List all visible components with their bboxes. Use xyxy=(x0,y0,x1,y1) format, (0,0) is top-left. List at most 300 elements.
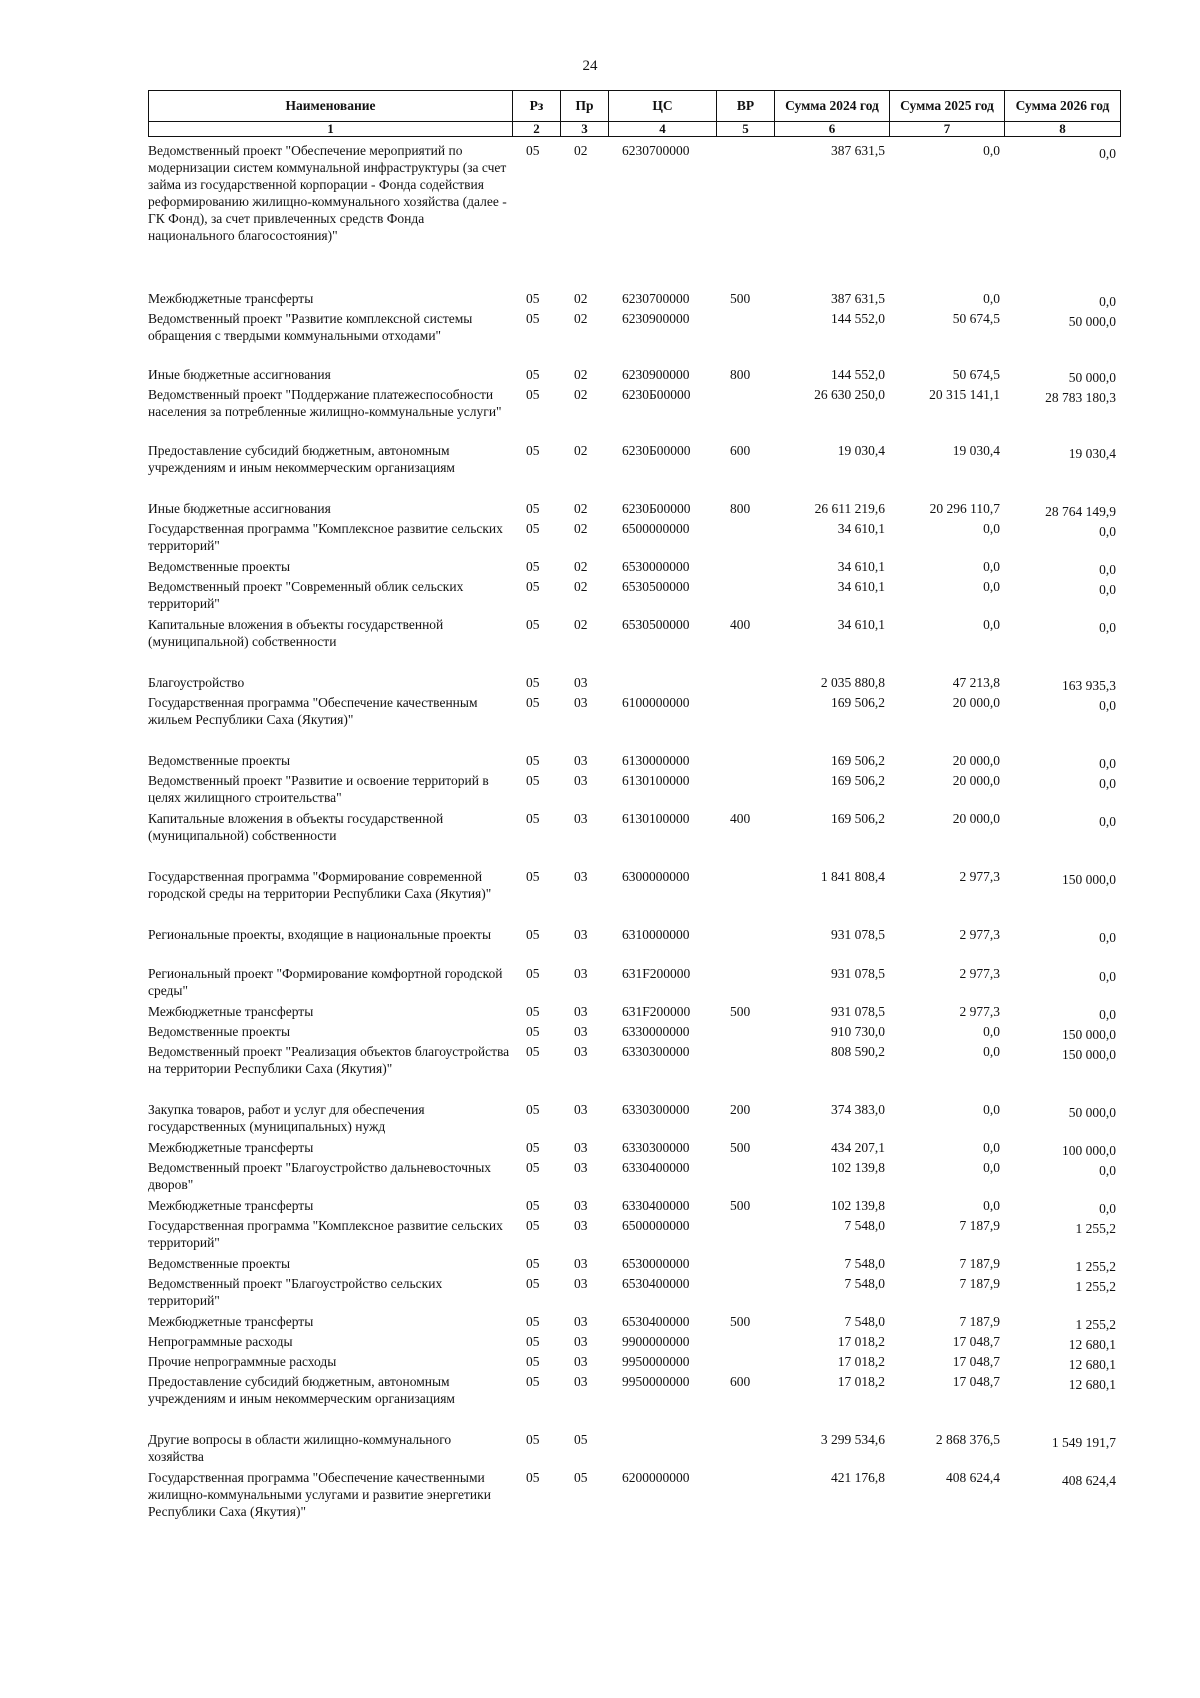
cell-name: Иные бюджетные ассигнования xyxy=(148,367,331,382)
cell-sum-2024: 1 841 808,4 xyxy=(820,869,885,884)
table-row xyxy=(148,810,1120,868)
column-number: 3 xyxy=(561,122,609,137)
cell-sum-2025: 2 868 376,5 xyxy=(935,1432,1000,1447)
column-number: 6 xyxy=(775,122,890,137)
header-pr: Пр xyxy=(561,91,609,122)
cell-sum-2026: 0,0 xyxy=(1099,294,1116,309)
cell-vr xyxy=(716,868,774,926)
cell-name: Иные бюджетные ассигнования xyxy=(148,501,331,516)
cell-sum-2025: 17 048,7 xyxy=(952,1354,1000,1369)
cell-name: Государственная программа "Формирование современной городской среды на территории Республики Саха (Якутия)" xyxy=(148,869,492,901)
cell-rz: 05 xyxy=(526,1218,540,1233)
cell-sum-2026: 0,0 xyxy=(1099,562,1116,577)
cell-rz: 05 xyxy=(526,1044,540,1059)
cell-sum-2024: 34 610,1 xyxy=(837,521,885,536)
cell-cs: 6500000000 xyxy=(622,521,690,536)
cell-cs xyxy=(608,1431,716,1469)
cell-vr xyxy=(716,1353,774,1373)
cell-cs: 6330300000 xyxy=(622,1044,690,1059)
cell-vr: 500 xyxy=(730,291,751,306)
cell-cs: 9900000000 xyxy=(622,1334,690,1349)
table-row xyxy=(148,1469,1120,1527)
cell-sum-2026: 50 000,0 xyxy=(1068,370,1116,385)
cell-vr: 800 xyxy=(730,367,751,382)
header-vr: ВР xyxy=(717,91,775,122)
table-row xyxy=(148,1023,1120,1043)
cell-rz: 05 xyxy=(526,1276,540,1291)
cell-sum-2026: 12 680,1 xyxy=(1068,1337,1116,1352)
cell-pr: 02 xyxy=(574,579,588,594)
header-cs: ЦС xyxy=(609,91,717,122)
cell-rz: 05 xyxy=(526,753,540,768)
header-sum-2025: Сумма 2025 год xyxy=(890,91,1005,122)
cell-sum-2026: 28 783 180,3 xyxy=(1045,390,1116,405)
cell-sum-2025: 20 000,0 xyxy=(952,695,1000,710)
cell-sum-2026: 1 255,2 xyxy=(1075,1279,1116,1294)
cell-sum-2026: 0,0 xyxy=(1099,814,1116,829)
cell-sum-2026: 0,0 xyxy=(1099,756,1116,771)
table-row xyxy=(148,1353,1120,1373)
cell-rz: 05 xyxy=(526,966,540,981)
cell-cs: 6230700000 xyxy=(622,291,690,306)
cell-cs: 9950000000 xyxy=(622,1354,690,1369)
cell-sum-2024: 144 552,0 xyxy=(831,311,885,326)
cell-cs: 6330000000 xyxy=(622,1024,690,1039)
cell-sum-2024: 17 018,2 xyxy=(837,1354,885,1369)
cell-pr: 03 xyxy=(574,1198,588,1213)
cell-sum-2024: 387 631,5 xyxy=(831,291,885,306)
cell-sum-2024: 169 506,2 xyxy=(831,753,885,768)
cell-sum-2024: 434 207,1 xyxy=(831,1140,885,1155)
cell-cs: 6230900000 xyxy=(622,367,690,382)
table-row xyxy=(148,578,1120,616)
cell-sum-2026: 0,0 xyxy=(1099,930,1116,945)
cell-rz: 05 xyxy=(526,143,540,158)
cell-cs: 6330300000 xyxy=(622,1102,690,1117)
cell-vr xyxy=(716,694,774,752)
cell-sum-2024: 102 139,8 xyxy=(831,1198,885,1213)
cell-sum-2025: 2 977,3 xyxy=(959,1004,1000,1019)
cell-vr: 200 xyxy=(730,1102,751,1117)
cell-name: Государственная программа "Комплексное развитие сельских территорий" xyxy=(148,1218,503,1250)
cell-sum-2025: 0,0 xyxy=(983,617,1000,632)
cell-vr: 400 xyxy=(730,811,751,826)
cell-sum-2025: 0,0 xyxy=(983,1044,1000,1059)
cell-sum-2025: 0,0 xyxy=(983,1024,1000,1039)
cell-sum-2025: 20 000,0 xyxy=(952,753,1000,768)
cell-name: Государственная программа "Обеспечение качественными жилищно-коммунальными услугами и развитие энергетики Республики Саха (Якутия)" xyxy=(148,1470,491,1519)
cell-rz: 05 xyxy=(526,1198,540,1213)
table-row xyxy=(148,366,1120,386)
cell-rz: 05 xyxy=(526,1140,540,1155)
cell-cs: 6330300000 xyxy=(622,1140,690,1155)
cell-rz: 05 xyxy=(526,367,540,382)
table-row xyxy=(148,1101,1120,1139)
cell-cs: 6330400000 xyxy=(622,1160,690,1175)
table-row xyxy=(148,142,1120,290)
header-name: Наименование xyxy=(149,91,513,122)
table-row xyxy=(148,1313,1120,1333)
cell-vr xyxy=(716,1431,774,1469)
cell-pr: 02 xyxy=(574,501,588,516)
table-row xyxy=(148,674,1120,694)
cell-sum-2026: 0,0 xyxy=(1099,1163,1116,1178)
cell-sum-2026: 12 680,1 xyxy=(1068,1357,1116,1372)
cell-sum-2025: 408 624,4 xyxy=(946,1470,1000,1485)
table-row xyxy=(148,772,1120,810)
cell-vr: 800 xyxy=(730,501,751,516)
cell-name: Государственная программа "Комплексное развитие сельских территорий" xyxy=(148,521,503,553)
cell-vr xyxy=(716,1255,774,1275)
cell-sum-2025: 0,0 xyxy=(983,1102,1000,1117)
cell-sum-2025: 2 977,3 xyxy=(959,869,1000,884)
cell-rz: 05 xyxy=(526,1024,540,1039)
cell-cs: 6330400000 xyxy=(622,1198,690,1213)
cell-sum-2026: 0,0 xyxy=(1099,524,1116,539)
cell-pr: 03 xyxy=(574,753,588,768)
cell-sum-2024: 17 018,2 xyxy=(837,1374,885,1389)
table-row xyxy=(148,926,1120,965)
cell-sum-2026: 150 000,0 xyxy=(1062,1027,1116,1042)
cell-sum-2024: 34 610,1 xyxy=(837,579,885,594)
cell-vr xyxy=(716,1469,774,1527)
cell-pr: 05 xyxy=(574,1432,588,1447)
cell-sum-2024: 3 299 534,6 xyxy=(820,1432,885,1447)
column-number: 7 xyxy=(890,122,1005,137)
cell-name: Другие вопросы в области жилищно-коммунального хозяйства xyxy=(148,1432,452,1464)
cell-vr: 600 xyxy=(730,443,751,458)
header-sum-2026: Сумма 2026 год xyxy=(1005,91,1121,122)
cell-sum-2026: 12 680,1 xyxy=(1068,1377,1116,1392)
cell-name: Предоставление субсидий бюджетным, автономным учреждениям и иным некоммерческим организациям xyxy=(148,443,455,475)
cell-vr xyxy=(716,772,774,810)
cell-name: Ведомственный проект "Благоустройство дальневосточных дворов" xyxy=(148,1160,492,1192)
cell-rz: 05 xyxy=(526,1160,540,1175)
cell-rz: 05 xyxy=(526,675,540,690)
table-row xyxy=(148,558,1120,578)
table-header xyxy=(148,90,1121,137)
cell-sum-2026: 0,0 xyxy=(1099,776,1116,791)
table-row xyxy=(148,290,1120,310)
cell-sum-2025: 20 000,0 xyxy=(952,811,1000,826)
cell-sum-2025: 20 000,0 xyxy=(952,773,1000,788)
table-row xyxy=(148,868,1120,926)
column-number: 4 xyxy=(609,122,717,137)
table-row xyxy=(148,1431,1120,1469)
cell-sum-2025: 2 977,3 xyxy=(959,966,1000,981)
cell-name: Ведомственные проекты xyxy=(148,1256,291,1271)
cell-vr xyxy=(716,558,774,578)
cell-sum-2025: 7 187,9 xyxy=(959,1256,1000,1271)
cell-cs: 6130100000 xyxy=(622,811,690,826)
cell-name: Непрограммные расходы xyxy=(148,1334,293,1349)
cell-sum-2024: 2 035 880,8 xyxy=(820,675,885,690)
cell-vr xyxy=(716,1333,774,1353)
cell-sum-2024: 421 176,8 xyxy=(831,1470,885,1485)
cell-sum-2026: 150 000,0 xyxy=(1062,872,1116,887)
cell-vr xyxy=(716,520,774,558)
cell-cs: 6530000000 xyxy=(622,1256,690,1271)
cell-name: Ведомственный проект "Современный облик сельских территорий" xyxy=(148,579,464,611)
cell-rz: 05 xyxy=(526,1314,540,1329)
cell-sum-2025: 7 187,9 xyxy=(959,1276,1000,1291)
cell-vr xyxy=(716,310,774,366)
column-number: 5 xyxy=(717,122,775,137)
table-row xyxy=(148,1159,1120,1197)
cell-rz: 05 xyxy=(526,1256,540,1271)
cell-cs: 6530500000 xyxy=(622,617,690,632)
cell-pr: 05 xyxy=(574,1470,588,1485)
cell-cs: 6200000000 xyxy=(622,1470,690,1485)
cell-rz: 05 xyxy=(526,1354,540,1369)
cell-name: Капитальные вложения в объекты государственной (муниципальной) собственности xyxy=(148,811,444,843)
cell-sum-2024: 910 730,0 xyxy=(831,1024,885,1039)
cell-cs: 6230900000 xyxy=(622,311,690,326)
cell-sum-2025: 0,0 xyxy=(983,1198,1000,1213)
cell-sum-2026: 0,0 xyxy=(1099,620,1116,635)
cell-name: Межбюджетные трансферты xyxy=(148,1198,314,1213)
cell-vr: 400 xyxy=(730,617,751,632)
cell-rz: 05 xyxy=(526,1004,540,1019)
table-row xyxy=(148,1139,1120,1159)
table-body xyxy=(148,142,1120,1527)
table-row xyxy=(148,1373,1120,1431)
cell-cs: 6230Б00000 xyxy=(622,443,691,458)
cell-rz: 05 xyxy=(526,927,540,942)
table-row xyxy=(148,1217,1120,1255)
cell-name: Ведомственные проекты xyxy=(148,559,291,574)
cell-sum-2026: 408 624,4 xyxy=(1062,1473,1116,1488)
cell-rz: 05 xyxy=(526,869,540,884)
cell-sum-2025: 20 315 141,1 xyxy=(929,387,1000,402)
cell-sum-2026: 1 549 191,7 xyxy=(1051,1435,1116,1450)
cell-name: Региональный проект "Формирование комфортной городской среды" xyxy=(148,966,503,998)
cell-sum-2025: 7 187,9 xyxy=(959,1314,1000,1329)
cell-sum-2025: 0,0 xyxy=(983,291,1000,306)
cell-rz: 05 xyxy=(526,773,540,788)
cell-name: Межбюджетные трансферты xyxy=(148,1140,314,1155)
cell-name: Капитальные вложения в объекты государственной (муниципальной) собственности xyxy=(148,617,444,649)
cell-sum-2024: 7 548,0 xyxy=(844,1314,885,1329)
table-row xyxy=(148,386,1120,442)
cell-pr: 02 xyxy=(574,559,588,574)
table-row xyxy=(148,442,1120,500)
table-row xyxy=(148,616,1120,674)
cell-pr: 03 xyxy=(574,869,588,884)
page-number: 24 xyxy=(582,58,598,74)
cell-cs: 631F200000 xyxy=(622,966,691,981)
cell-sum-2026: 19 030,4 xyxy=(1068,446,1116,461)
cell-vr xyxy=(716,386,774,442)
cell-cs: 6230Б00000 xyxy=(622,387,691,402)
cell-vr xyxy=(716,142,774,290)
cell-sum-2024: 17 018,2 xyxy=(837,1334,885,1349)
cell-rz: 05 xyxy=(526,387,540,402)
cell-name: Предоставление субсидий бюджетным, автономным учреждениям и иным некоммерческим организациям xyxy=(148,1374,455,1406)
table-row xyxy=(148,520,1120,558)
cell-sum-2026: 1 255,2 xyxy=(1075,1221,1116,1236)
cell-pr: 03 xyxy=(574,1374,588,1389)
cell-pr: 03 xyxy=(574,1354,588,1369)
cell-rz: 05 xyxy=(526,1432,540,1447)
cell-sum-2025: 17 048,7 xyxy=(952,1334,1000,1349)
cell-sum-2026: 0,0 xyxy=(1099,969,1116,984)
cell-sum-2025: 19 030,4 xyxy=(952,443,1000,458)
cell-sum-2024: 931 078,5 xyxy=(831,1004,885,1019)
cell-name: Ведомственный проект "Реализация объектов благоустройства на территории Республики Саха (Якутия)" xyxy=(148,1044,510,1076)
cell-sum-2025: 50 674,5 xyxy=(952,311,1000,326)
cell-rz: 05 xyxy=(526,695,540,710)
cell-vr xyxy=(716,1043,774,1101)
cell-sum-2024: 144 552,0 xyxy=(831,367,885,382)
cell-sum-2026: 163 935,3 xyxy=(1062,678,1116,693)
table-row xyxy=(148,965,1120,1003)
table-row xyxy=(148,1043,1120,1101)
cell-cs: 6310000000 xyxy=(622,927,690,942)
cell-vr xyxy=(716,926,774,965)
cell-cs: 6130000000 xyxy=(622,753,690,768)
cell-sum-2025: 0,0 xyxy=(983,1160,1000,1175)
cell-sum-2024: 931 078,5 xyxy=(831,927,885,942)
cell-sum-2026: 1 255,2 xyxy=(1075,1259,1116,1274)
cell-name: Ведомственный проект "Развитие и освоение территорий в целях жилищного строительства" xyxy=(148,773,489,805)
cell-sum-2024: 26 611 219,6 xyxy=(814,501,885,516)
table-row xyxy=(148,500,1120,520)
cell-rz: 05 xyxy=(526,1334,540,1349)
cell-sum-2025: 50 674,5 xyxy=(952,367,1000,382)
cell-sum-2024: 374 383,0 xyxy=(831,1102,885,1117)
cell-pr: 03 xyxy=(574,675,588,690)
cell-pr: 03 xyxy=(574,773,588,788)
cell-sum-2024: 34 610,1 xyxy=(837,559,885,574)
cell-sum-2024: 7 548,0 xyxy=(844,1218,885,1233)
cell-pr: 03 xyxy=(574,927,588,942)
cell-sum-2024: 387 631,5 xyxy=(831,143,885,158)
cell-name: Закупка товаров, работ и услуг для обеспечения государственных (муниципальных) нужд xyxy=(148,1102,425,1134)
cell-vr xyxy=(716,1217,774,1255)
cell-cs: 6100000000 xyxy=(622,695,690,710)
cell-name: Государственная программа "Обеспечение качественным жильем Республики Саха (Якутия)" xyxy=(148,695,478,727)
cell-sum-2026: 50 000,0 xyxy=(1068,314,1116,329)
cell-cs: 6130100000 xyxy=(622,773,690,788)
cell-sum-2025: 0,0 xyxy=(983,1140,1000,1155)
cell-name: Межбюджетные трансферты xyxy=(148,1004,314,1019)
table-row xyxy=(148,310,1120,366)
cell-pr: 03 xyxy=(574,1140,588,1155)
cell-rz: 05 xyxy=(526,559,540,574)
column-number-row xyxy=(149,122,1121,137)
cell-sum-2025: 17 048,7 xyxy=(952,1374,1000,1389)
cell-pr: 02 xyxy=(574,291,588,306)
cell-name: Ведомственные проекты xyxy=(148,1024,291,1039)
cell-sum-2024: 7 548,0 xyxy=(844,1276,885,1291)
cell-pr: 02 xyxy=(574,143,588,158)
cell-pr: 03 xyxy=(574,1218,588,1233)
cell-rz: 05 xyxy=(526,811,540,826)
cell-pr: 03 xyxy=(574,1160,588,1175)
table-row xyxy=(148,1197,1120,1217)
header-sum-2024: Сумма 2024 год xyxy=(775,91,890,122)
cell-vr xyxy=(716,1023,774,1043)
cell-pr: 02 xyxy=(574,443,588,458)
cell-cs: 631F200000 xyxy=(622,1004,691,1019)
cell-cs: 6530500000 xyxy=(622,579,690,594)
cell-pr: 03 xyxy=(574,1044,588,1059)
cell-cs: 6300000000 xyxy=(622,869,690,884)
cell-sum-2026: 0,0 xyxy=(1099,1007,1116,1022)
cell-sum-2026: 100 000,0 xyxy=(1062,1143,1116,1158)
cell-sum-2026: 0,0 xyxy=(1099,582,1116,597)
cell-sum-2026: 50 000,0 xyxy=(1068,1105,1116,1120)
cell-pr: 02 xyxy=(574,367,588,382)
cell-sum-2024: 169 506,2 xyxy=(831,695,885,710)
cell-name: Прочие непрограммные расходы xyxy=(148,1354,337,1369)
cell-name: Региональные проекты, входящие в национальные проекты xyxy=(148,927,492,942)
cell-pr: 03 xyxy=(574,1314,588,1329)
cell-rz: 05 xyxy=(526,579,540,594)
cell-sum-2026: 1 255,2 xyxy=(1075,1317,1116,1332)
cell-vr xyxy=(716,1159,774,1197)
cell-pr: 03 xyxy=(574,1024,588,1039)
cell-name: Ведомственный проект "Поддержание платежеспособности населения за потребленные жилищно-коммунальные услуги" xyxy=(148,387,502,419)
cell-cs: 6530400000 xyxy=(622,1276,690,1291)
cell-cs: 6500000000 xyxy=(622,1218,690,1233)
cell-sum-2024: 931 078,5 xyxy=(831,966,885,981)
cell-pr: 03 xyxy=(574,1004,588,1019)
cell-pr: 02 xyxy=(574,311,588,326)
cell-sum-2025: 0,0 xyxy=(983,559,1000,574)
cell-sum-2025: 0,0 xyxy=(983,579,1000,594)
cell-vr xyxy=(716,1275,774,1313)
cell-sum-2024: 808 590,2 xyxy=(831,1044,885,1059)
header-row xyxy=(149,91,1121,122)
cell-name: Ведомственный проект "Обеспечение мероприятий по модернизации систем коммунальной инфраструктуры (за счет займа из государственной корпорации - Фонда содействия реформированию жилищно-коммунального хозяйства (далее - ГК Фонд), за счет привлеченных средств Фонда национального благосостояния)" xyxy=(148,143,507,243)
cell-sum-2024: 26 630 250,0 xyxy=(814,387,885,402)
cell-sum-2026: 0,0 xyxy=(1099,1201,1116,1216)
table-row xyxy=(148,752,1120,772)
cell-sum-2026: 28 764 149,9 xyxy=(1045,504,1116,519)
table-row xyxy=(148,1275,1120,1313)
cell-pr: 03 xyxy=(574,695,588,710)
cell-sum-2025: 7 187,9 xyxy=(959,1218,1000,1233)
cell-sum-2026: 0,0 xyxy=(1099,146,1116,161)
cell-sum-2024: 34 610,1 xyxy=(837,617,885,632)
cell-name: Межбюджетные трансферты xyxy=(148,291,314,306)
cell-sum-2026: 0,0 xyxy=(1099,698,1116,713)
cell-sum-2024: 169 506,2 xyxy=(831,811,885,826)
cell-rz: 05 xyxy=(526,521,540,536)
cell-rz: 05 xyxy=(526,1102,540,1117)
cell-pr: 02 xyxy=(574,617,588,632)
cell-vr: 600 xyxy=(730,1374,751,1389)
cell-name: Благоустройство xyxy=(148,675,245,690)
cell-rz: 05 xyxy=(526,1374,540,1389)
column-number: 2 xyxy=(513,122,561,137)
cell-rz: 05 xyxy=(526,1470,540,1485)
cell-cs: 6230700000 xyxy=(622,143,690,158)
table-row xyxy=(148,694,1120,752)
column-number: 8 xyxy=(1005,122,1121,137)
cell-pr: 03 xyxy=(574,1334,588,1349)
cell-sum-2025: 0,0 xyxy=(983,521,1000,536)
cell-rz: 05 xyxy=(526,291,540,306)
table-row xyxy=(148,1255,1120,1275)
cell-sum-2024: 7 548,0 xyxy=(844,1256,885,1271)
cell-name: Ведомственный проект "Благоустройство сельских территорий" xyxy=(148,1276,443,1308)
cell-cs: 6230Б00000 xyxy=(622,501,691,516)
cell-vr xyxy=(716,752,774,772)
cell-pr: 03 xyxy=(574,811,588,826)
